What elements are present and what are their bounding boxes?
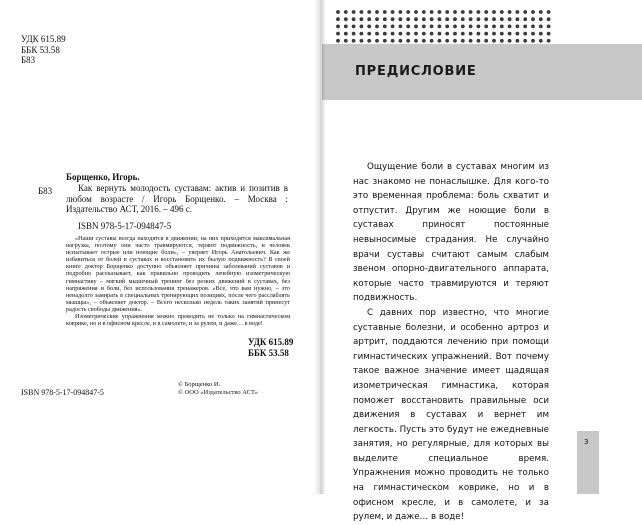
dot-pattern-decoration bbox=[334, 8, 554, 48]
decor-dot bbox=[336, 10, 340, 14]
decor-dot bbox=[461, 10, 465, 14]
decor-dot bbox=[461, 25, 465, 29]
decor-dot bbox=[516, 25, 520, 29]
decor-dot bbox=[477, 25, 481, 29]
book-gutter bbox=[314, 0, 326, 494]
decor-dot bbox=[484, 39, 488, 43]
decor-dot bbox=[360, 39, 364, 43]
decor-dot bbox=[375, 32, 379, 36]
decor-dot bbox=[391, 25, 395, 29]
decor-dot bbox=[360, 17, 364, 21]
preface-paragraph: Ощущение боли в суставах многим из нас знакомо не понаслышке. Для кого-то это временная проблема: боль схватит и отпустит. Другим же ноющие боли в суставах приносят постоянные невыносимые страдания. Не случайно врачи суставы считают самым слабым звеном опорно-двигательного аппарата, которые часто травмируются и теряют подвижность. bbox=[353, 162, 549, 304]
author-name: Борщенко, Игорь. bbox=[66, 172, 140, 182]
decor-dot bbox=[375, 17, 379, 21]
copyright-publisher: © ООО «Издательство АСТ» bbox=[178, 389, 259, 396]
decor-dot bbox=[523, 25, 527, 29]
decor-dot bbox=[360, 32, 364, 36]
decor-dot bbox=[461, 39, 465, 43]
decor-dot bbox=[484, 10, 488, 14]
copyright-author: © Борщенко И. bbox=[178, 381, 221, 388]
decor-dot bbox=[500, 17, 504, 21]
decor-dot bbox=[352, 39, 356, 43]
decor-dot bbox=[375, 25, 379, 29]
decor-dot bbox=[477, 39, 481, 43]
decor-dot bbox=[508, 25, 512, 29]
decor-dot bbox=[508, 39, 512, 43]
decor-dot bbox=[399, 17, 403, 21]
decor-dot bbox=[453, 10, 457, 14]
decor-dot bbox=[414, 25, 418, 29]
decor-dot bbox=[422, 25, 426, 29]
bbk-code-bottom: ББК 53.58 bbox=[248, 347, 289, 358]
annotation-paragraph: Изометрические упражнения можно проводить не только на гимнастическом коврике, но и в офисном кресле, и в самолете, и за рулем, и даже… в воде! bbox=[66, 313, 290, 328]
annotation-paragraph: «Наши суставы всегда находятся в движении, на них приходится максимальная нагрузка, поэтому они часто травмируются, теряют подвижность, и человек испытывает острые или ноющие боли», – уверяет Игорь Анатольевич. Как же избавиться от болей в суставах и восстановить их былую подвижность? В своей книге доктор Борщенко доступно объясняет причины заболеваний суставов и подробно рассказывает, как правильно проводить лечебную изометрическую гимнастику – мягкий мышечный тренинг без резких движений в суставах, без напряжения и боли, без использования тренажеров. «Все, что вам нужно, – это ненадолго замирать в специальных тренирующих позициях, после чего расслаблять мышцы», – объясняет доктор. – Всего несколько недель таких занятий принесут радость свободы движения». bbox=[66, 235, 290, 313]
decor-dot bbox=[500, 25, 504, 29]
decor-dot bbox=[336, 17, 340, 21]
decor-dot bbox=[445, 32, 449, 36]
decor-dot bbox=[523, 39, 527, 43]
decor-dot bbox=[406, 25, 410, 29]
decor-dot bbox=[406, 10, 410, 14]
decor-dot bbox=[477, 10, 481, 14]
decor-dot bbox=[391, 17, 395, 21]
decor-dot bbox=[399, 32, 403, 36]
decor-dot bbox=[469, 10, 473, 14]
decor-dot bbox=[344, 32, 348, 36]
decor-dot bbox=[531, 32, 535, 36]
decor-dot bbox=[539, 39, 543, 43]
decor-dot bbox=[438, 17, 442, 21]
decor-dot bbox=[445, 10, 449, 14]
decor-dot bbox=[492, 32, 496, 36]
decor-dot bbox=[336, 25, 340, 29]
decor-dot bbox=[539, 10, 543, 14]
decor-dot bbox=[516, 39, 520, 43]
decor-dot bbox=[508, 10, 512, 14]
decor-dot bbox=[547, 39, 551, 43]
decor-dot bbox=[414, 10, 418, 14]
decor-dot bbox=[531, 17, 535, 21]
decor-dot bbox=[438, 32, 442, 36]
copyright-block bbox=[178, 381, 258, 397]
decor-dot bbox=[547, 10, 551, 14]
bibliographic-title: Как вернуть молодость суставам: актив и позитив в любом возрасте / Игорь Борщенко. – Москва : Издательство АСТ, 2016. – 496 с. bbox=[66, 183, 288, 214]
decor-dot bbox=[367, 17, 371, 21]
decor-dot bbox=[438, 39, 442, 43]
decor-dot bbox=[383, 25, 387, 29]
decor-dot bbox=[367, 10, 371, 14]
page-number: 3 bbox=[584, 438, 589, 446]
preface-paragraph: С давних пор известно, что многие суставные болезни, и особенно артроз и артрит, поддаются лечению при помощи гимнастических упражнений. Вот почему такое важное значение имеет щадящая изометрическая гимнастика, которая поможет восстановить правильные оси движения в суставах и вернет им легкость. Пусть это будут не ежедневные занятия, но регулярные, для которых вы выделите специальное время. Упражнения можно проводить не только на гимнастическом коврике, но и в офисном кресле, и в самолете, и за рулем, и даже… в воде! bbox=[353, 307, 549, 523]
decor-dot bbox=[453, 25, 457, 29]
decor-dot bbox=[383, 10, 387, 14]
decor-dot bbox=[453, 17, 457, 21]
catalog-codes-top bbox=[21, 34, 66, 66]
decor-dot bbox=[383, 39, 387, 43]
isbn-entry: ISBN 978-5-17-094847-5 bbox=[78, 221, 172, 231]
decor-dot bbox=[383, 32, 387, 36]
decor-dot bbox=[516, 10, 520, 14]
author-mark-side: Б83 bbox=[38, 186, 53, 196]
decor-dot bbox=[492, 25, 496, 29]
decor-dot bbox=[344, 17, 348, 21]
decor-dot bbox=[469, 25, 473, 29]
decor-dot bbox=[422, 10, 426, 14]
decor-dot bbox=[523, 32, 527, 36]
decor-dot bbox=[414, 17, 418, 21]
chapter-heading: ПРЕДИСЛОВИЕ bbox=[355, 64, 477, 79]
decor-dot bbox=[492, 39, 496, 43]
decor-dot bbox=[445, 25, 449, 29]
decor-dot bbox=[399, 39, 403, 43]
decor-dot bbox=[422, 32, 426, 36]
decor-dot bbox=[367, 25, 371, 29]
decor-dot bbox=[406, 32, 410, 36]
decor-dot bbox=[453, 39, 457, 43]
decor-dot bbox=[547, 17, 551, 21]
decor-dot bbox=[508, 32, 512, 36]
decor-dot bbox=[438, 25, 442, 29]
decor-dot bbox=[484, 25, 488, 29]
udk-code: УДК 615.89 bbox=[21, 34, 66, 44]
catalog-codes-bottom bbox=[248, 337, 293, 358]
decor-dot bbox=[547, 32, 551, 36]
decor-dot bbox=[500, 10, 504, 14]
decor-dot bbox=[336, 32, 340, 36]
decor-dot bbox=[492, 10, 496, 14]
decor-dot bbox=[352, 25, 356, 29]
decor-dot bbox=[492, 17, 496, 21]
decor-dot bbox=[352, 32, 356, 36]
decor-dot bbox=[453, 32, 457, 36]
decor-dot bbox=[344, 10, 348, 14]
decor-dot bbox=[500, 39, 504, 43]
isbn-footer: ISBN 978-5-17-094847-5 bbox=[21, 388, 104, 397]
decor-dot bbox=[461, 32, 465, 36]
decor-dot bbox=[360, 25, 364, 29]
udk-code-bottom: УДК 615.89 bbox=[248, 337, 294, 347]
decor-dot bbox=[445, 17, 449, 21]
decor-dot bbox=[484, 32, 488, 36]
decor-dot bbox=[375, 10, 379, 14]
decor-dot bbox=[445, 39, 449, 43]
decor-dot bbox=[344, 39, 348, 43]
decor-dot bbox=[367, 39, 371, 43]
decor-dot bbox=[406, 39, 410, 43]
decor-dot bbox=[406, 17, 410, 21]
decor-dot bbox=[336, 39, 340, 43]
decor-dot bbox=[391, 32, 395, 36]
bbk-code: ББК 53.58 bbox=[21, 44, 60, 55]
left-page-imprint bbox=[0, 0, 318, 494]
decor-dot bbox=[352, 10, 356, 14]
decor-dot bbox=[383, 17, 387, 21]
decor-dot bbox=[531, 10, 535, 14]
decor-dot bbox=[414, 39, 418, 43]
decor-dot bbox=[539, 25, 543, 29]
author-mark: Б83 bbox=[21, 55, 36, 65]
decor-dot bbox=[360, 10, 364, 14]
decor-dot bbox=[516, 32, 520, 36]
decor-dot bbox=[469, 32, 473, 36]
decor-dot bbox=[391, 10, 395, 14]
decor-dot bbox=[430, 39, 434, 43]
decor-dot bbox=[484, 17, 488, 21]
decor-dot bbox=[461, 17, 465, 21]
decor-dot bbox=[477, 32, 481, 36]
decor-dot bbox=[430, 32, 434, 36]
decor-dot bbox=[430, 25, 434, 29]
annotation bbox=[66, 235, 290, 327]
decor-dot bbox=[391, 39, 395, 43]
decor-dot bbox=[399, 10, 403, 14]
decor-dot bbox=[344, 25, 348, 29]
decor-dot bbox=[430, 17, 434, 21]
decor-dot bbox=[399, 25, 403, 29]
decor-dot bbox=[531, 39, 535, 43]
decor-dot bbox=[438, 10, 442, 14]
decor-dot bbox=[469, 39, 473, 43]
decor-dot bbox=[430, 10, 434, 14]
decor-dot bbox=[539, 32, 543, 36]
decor-dot bbox=[523, 10, 527, 14]
decor-dot bbox=[508, 17, 512, 21]
decor-dot bbox=[375, 39, 379, 43]
decor-dot bbox=[414, 32, 418, 36]
decor-dot bbox=[547, 25, 551, 29]
decor-dot bbox=[352, 17, 356, 21]
decor-dot bbox=[477, 17, 481, 21]
decor-dot bbox=[367, 32, 371, 36]
decor-dot bbox=[469, 17, 473, 21]
decor-dot bbox=[539, 17, 543, 21]
decor-dot bbox=[422, 39, 426, 43]
preface-body bbox=[353, 160, 549, 525]
decor-dot bbox=[422, 17, 426, 21]
decor-dot bbox=[523, 17, 527, 21]
decor-dot bbox=[531, 25, 535, 29]
decor-dot bbox=[500, 32, 504, 36]
decor-dot bbox=[516, 17, 520, 21]
